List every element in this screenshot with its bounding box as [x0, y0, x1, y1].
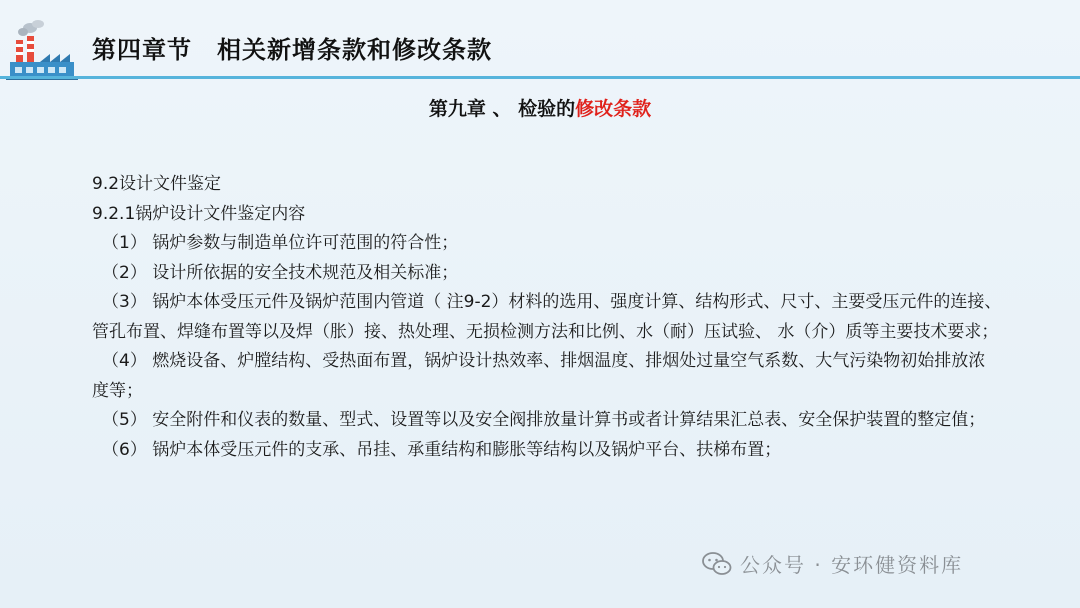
header-divider — [0, 76, 1080, 79]
wechat-icon — [702, 551, 732, 577]
content-body — [92, 170, 1002, 465]
list-item: （6） 锅炉本体受压元件的支承、吊挂、承重结构和膨胀等结构以及锅炉平台、扶梯布置； — [102, 439, 782, 460]
page-title: 第四章节 相关新增条款和修改条款 — [92, 36, 492, 64]
list-item: （5） 安全附件和仪表的数量、型式、设置等以及安全阀排放量计算书或者计算结果汇总表、安全保护装置的整定值； — [102, 410, 986, 430]
list-item: （1） 锅炉参数与制造单位许可范围的符合性； — [102, 233, 459, 253]
list-item: （2） 设计所依据的安全技术规范及相关标准； — [102, 262, 459, 283]
subtitle-highlight: 修改条款 — [575, 98, 652, 120]
list-item: （4） 燃烧设备、炉膛结构、受热面布置，锅炉设计热效率、排烟温度、排烟处过量空气系数、大气污染物初始排放浓度等； — [92, 351, 986, 401]
factory-logo-icon — [6, 14, 78, 80]
subtitle-prefix: 第九章 、 检验的 — [428, 98, 576, 120]
slide-header — [0, 0, 1080, 84]
section-heading: 9.2设计文件鉴定 — [92, 174, 222, 194]
list-item: （3） 锅炉本体受压元件及锅炉范围内管道（ 注9-2）材料的选用、强度计算、结构形式、尺寸、主要受压元件的连接、管孔布置、焊缝布置等以及焊（胀）接、热处理、无损检测方法和比例、水（耐）压试验、 水（介）质等主要技术要求； — [92, 292, 1002, 342]
watermark — [702, 549, 963, 578]
subsection-heading: 9.2.1锅炉设计文件鉴定内容 — [92, 203, 306, 224]
chapter-subtitle — [0, 94, 1080, 121]
watermark-text: 公众号 · 安环健资料库 — [740, 553, 964, 577]
